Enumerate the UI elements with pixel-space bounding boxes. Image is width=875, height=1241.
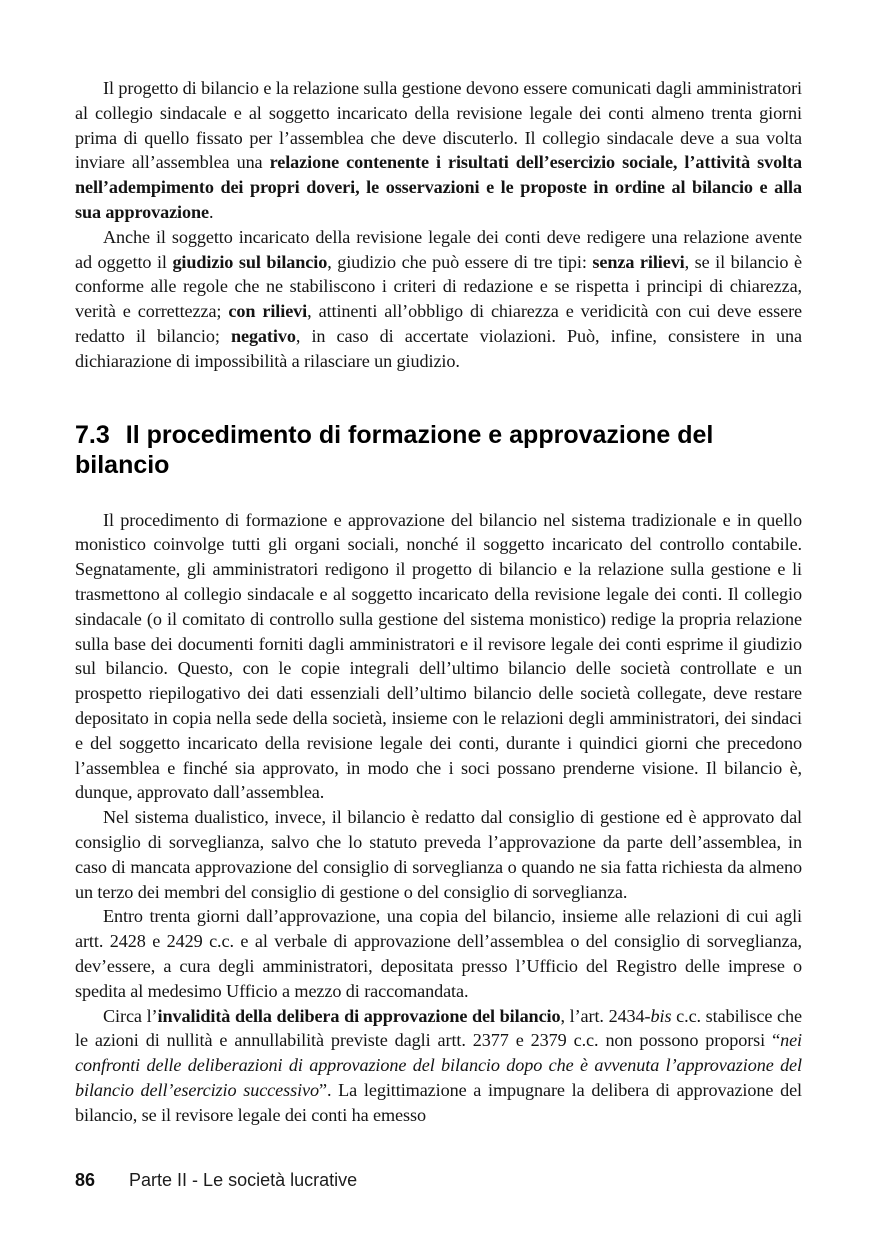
text-run: , l’art. 2434-: [560, 1005, 651, 1026]
page-number: 86: [75, 1170, 96, 1190]
text-run: Il procedimento di formazione e approvazione del bilancio nel sistema tradizionale e in quello monistico coinvolge tutti gli organi sociali, nonché il soggetto incaricato del controllo contabile. Segnatamente, gli amministratori redigono il progetto di bilancio e la relazione sulla gestione e li trasmettono al collegio sindacale e al soggetto incaricato della revisione legale dei conti. Il collegio sindacale (o il comitato di controllo sulla gestione del sistema monistico) redige la propria relazione sulla base dei documenti forniti dagli amministratori e il revisore legale dei conti esprime il giudizio sul bilancio. Questo, con le copie integrali dell’ultimo bilancio delle società controllate e un prospetto riepilogativo dei dati essenziali dell’ultimo bilancio delle società collegate, deve restare depositato in copia nella sede della società, insieme con le relazioni degli amministratori, dei sindaci e del soggetto incaricato della revisione legale dei conti, durante i quindici giorni che precedono l’assemblea e finché sia approvato, in modo che i soci possano prenderne visione. Il bilancio è, dunque, approvato dall’assemblea.: [75, 509, 802, 803]
section-number: 7.3: [75, 420, 110, 449]
section-paragraphs: [75, 508, 802, 1128]
paragraph: [75, 904, 802, 1003]
paragraph: [75, 805, 802, 904]
text-run: , giudizio che può essere di tre tipi:: [327, 251, 593, 272]
bold-text-run: con rilievi: [228, 301, 308, 322]
page-content: [75, 76, 802, 1127]
italic-text-run: bis: [650, 1005, 672, 1026]
text-run: ”. La legittimazione a impugnare la delibera di approvazione del bilancio, se il revisore legale dei conti ha emesso: [75, 1079, 803, 1125]
text-run: Nel sistema dualistico, invece, il bilancio è redatto dal consiglio di gestione ed è approvato dal consiglio di sorveglianza, salvo che lo statuto preveda l’approvazione da parte dell’assemblea, in caso di mancata approvazione del consiglio di sorveglianza o quando ne sia fatta richiesta da almeno un terzo dei membri del consiglio di gestione o del consiglio di sorveglianza.: [75, 807, 802, 902]
text-run: c.c. stabilisce che le azioni di nullità e annullabilità previste dagli artt. 2377 e 2379 c.c. non possono proporsi “: [75, 1005, 802, 1051]
text-run: Circa l’: [103, 1005, 158, 1026]
bold-text-run: relazione contenente i risultati dell’esercizio sociale, l’attività svolta nell’adempimento dei propri doveri, le osservazioni e le proposte in ordine al bilancio e alla sua approvazione: [75, 152, 803, 222]
page-footer: [75, 1168, 802, 1192]
section-title: Il procedimento di formazione e approvazione del bilancio: [75, 420, 714, 479]
paragraph: [75, 225, 802, 374]
footer-part-title: Parte II - Le società lucrative: [129, 1170, 358, 1190]
text-run: Il progetto di bilancio e la relazione sulla gestione devono essere comunicati dagli amministratori al collegio sindacale e al soggetto incaricato della revisione legale dei conti almeno trenta giorni prima di quello fissato per l’assemblea che deve discuterlo. Il collegio sindacale deve a sua volta inviare all’assemblea una: [75, 78, 802, 173]
intro-paragraphs: [75, 76, 802, 374]
text-run: Entro trenta giorni dall’approvazione, una copia del bilancio, insieme alle relazioni di cui agli artt. 2428 e 2429 c.c. e al verbale di approvazione dell’assemblea o del consiglio di sorveglianza, dev’essere, a cura degli amministratori, depositata presso l’Ufficio del Registro delle imprese o spedita al medesimo Ufficio a mezzo di raccomandata.: [75, 906, 802, 1001]
text-run: , attinenti all’obbligo di chiarezza e veridicità con cui deve essere redatto il bilancio;: [75, 301, 802, 346]
bold-text-run: invalidità della delibera di approvazione del bilancio: [157, 1005, 561, 1026]
paragraph: [75, 1004, 802, 1128]
text-run: .: [209, 201, 214, 222]
paragraph: [75, 508, 802, 806]
text-run: Anche il soggetto incaricato della revisione legale dei conti deve redigere una relazione avente ad oggetto il: [75, 226, 802, 272]
text-run: , se il bilancio è conforme alle regole che ne stabiliscono i criteri di redazione e se rispetta i principi di chiarezza, verità e correttezza;: [75, 251, 802, 322]
bold-text-run: negativo: [230, 325, 296, 346]
italic-text-run: nei confronti delle deliberazioni di approvazione del bilancio dopo che è avvenuta l’approvazione del bilancio dell’esercizio successivo: [75, 1030, 802, 1100]
section-heading: [75, 420, 802, 480]
bold-text-run: senza rilievi: [592, 251, 685, 272]
paragraph: [75, 76, 802, 225]
bold-text-run: giudizio sul bilancio: [172, 251, 328, 272]
text-run: , in caso di accertate violazioni. Può, infine, consistere in una dichiarazione di impossibilità a rilasciare un giudizio.: [75, 325, 803, 371]
